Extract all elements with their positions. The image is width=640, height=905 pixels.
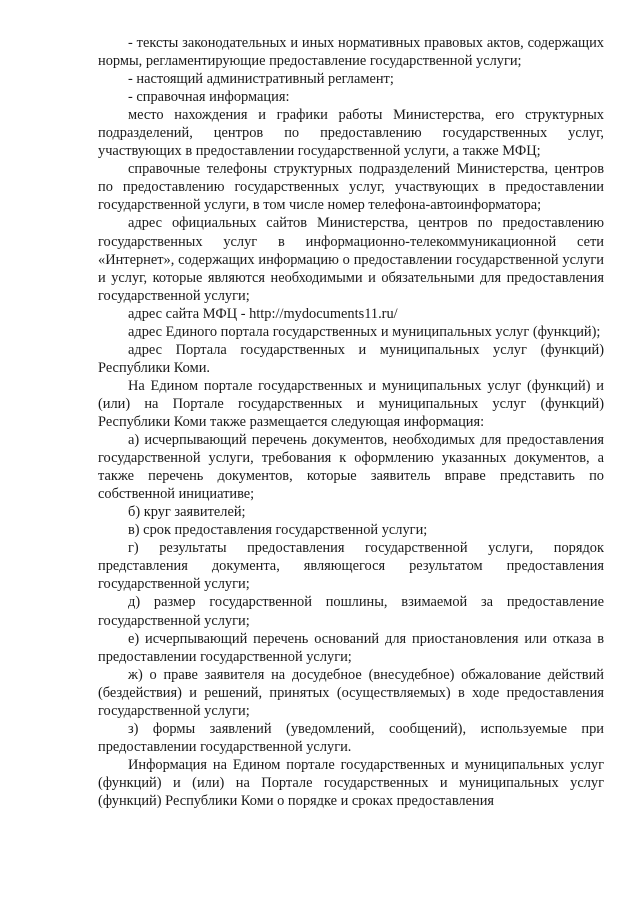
document-page	[98, 34, 604, 810]
list-item-zh: ж) о праве заявителя на досудебное (внесудебное) обжалование действий (бездействия) и решений, принятых (осуществляемых) в ходе предоставления государственной услуги;	[98, 666, 604, 719]
paragraph-mfc-site: адрес сайта МФЦ - http://mydocuments11.ru/	[128, 305, 398, 322]
paragraph-phones: справочные телефоны структурных подразделений Министерства, центров по предоставлению государственных услуг, участвующих в предоставлении государственной услуги, в том числе номер телефона-автоинформатора;	[98, 161, 604, 214]
paragraph-websites: адрес официальных сайтов Министерства, центров по предоставлению государственных услуг в информационно-телекоммуникационной сети «Интернет», содержащих информацию о предоставлении государственной услуги и услуг, которые являются необходимыми и обязательными для предоставления государственной услуги;	[98, 215, 604, 304]
paragraph-reference-info: - справочная информация:	[128, 89, 290, 106]
paragraph-komi-portal: адрес Портала государственных и муниципальных услуг (функций) Республики Коми.	[98, 341, 604, 376]
paragraph-locations: место нахождения и графики работы Министерства, его структурных подразделений, центров по предоставлению государственных услуг, участвующих в предоставлении государственной услуги, а также МФЦ;	[98, 107, 604, 160]
paragraph-legal-acts: - тексты законодательных и иных нормативных правовых актов, содержащих нормы, регламентирующие предоставление государственной услуги;	[98, 35, 604, 70]
paragraph-unified-portal: адрес Единого портала государственных и муниципальных услуг (функций);	[128, 323, 601, 340]
list-item-g: г) результаты предоставления государственной услуги, порядок представления документа, являющегося результатом предоставления государственной услуги;	[98, 540, 604, 593]
paragraph-regulation: - настоящий административный регламент;	[128, 71, 394, 88]
paragraph-portal-procedure: Информация на Едином портале государственных и муниципальных услуг (функций) и (или) на Портале государственных и муниципальных услуг (функций) Республики Коми о порядке и сроках предоставления	[98, 756, 604, 809]
list-item-d: д) размер государственной пошлины, взимаемой за предоставление государственной услуги;	[98, 594, 604, 629]
paragraph-portal-info: На Едином портале государственных и муниципальных услуг (функций) и (или) на Портале государственных и муниципальных услуг (функций) Республики Коми также размещается следующая информация:	[98, 377, 604, 430]
list-item-b: б) круг заявителей;	[128, 504, 246, 521]
list-item-z: з) формы заявлений (уведомлений, сообщений), используемые при предоставлении государственной услуги.	[98, 720, 604, 755]
list-item-e: е) исчерпывающий перечень оснований для приостановления или отказа в предоставлении государственной услуги;	[98, 630, 604, 665]
list-item-v: в) срок предоставления государственной услуги;	[128, 522, 428, 539]
list-item-a: а) исчерпывающий перечень документов, необходимых для предоставления государственной услуги, требования к оформлению указанных документов, а также перечень документов, которые заявитель вправе представить по собственной инициативе;	[98, 432, 604, 503]
